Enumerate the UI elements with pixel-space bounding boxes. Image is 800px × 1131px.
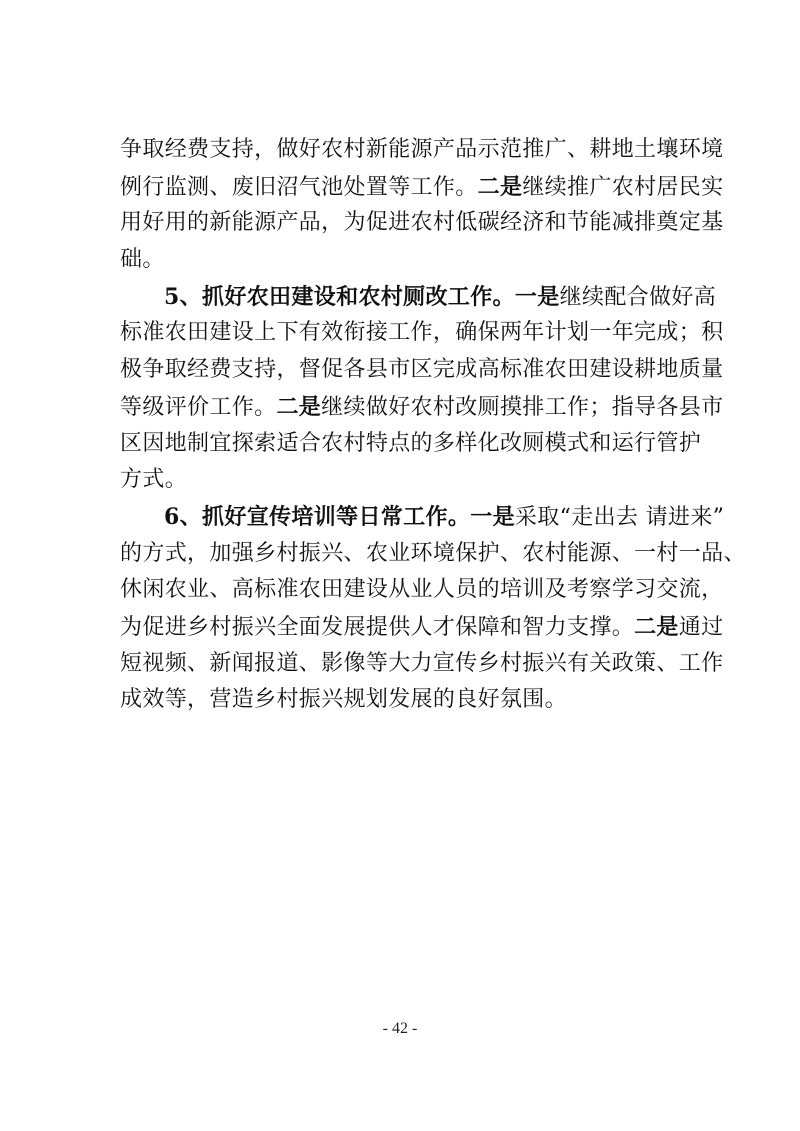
text-run: 标准农田建设上下有效衔接工作，确保两年计划一年完成；积 [120, 320, 724, 346]
text-run: 短视频、新闻报道、影像等大力宣传乡村振兴有关政策、工作 [120, 650, 724, 676]
text-run: 极争取经费支持，督促各县市区完成高标准农田建设耕地质量 [120, 357, 724, 383]
emphasis-label: 二是 [477, 173, 523, 200]
text-run: 采取“走出去 请进来” [514, 504, 725, 530]
page-number: - 42 - [382, 1020, 418, 1037]
text-run: 通过 [678, 614, 724, 640]
text-run: 为促进乡村振兴全面发展提供人才保障和智力支撑。 [120, 614, 635, 640]
text-run: 成效等，营造乡村振兴规划发展的良好氛围。 [120, 687, 568, 713]
emphasis-label: 一是 [514, 283, 560, 310]
text-line [120, 389, 724, 426]
text-run: 休闲农业、高标准农田建设从业人员的培训及考察学习交流， [120, 577, 724, 603]
text-line [120, 572, 724, 609]
text-line [120, 315, 724, 352]
text-run: 争取经费支持，做好农村新能源产品示范推广、耕地土壤环境 [120, 137, 724, 162]
text-line [120, 205, 724, 242]
emphasis-label: 一是 [470, 503, 515, 530]
emphasis-label: 二是 [634, 613, 679, 640]
text-run: 础。 [120, 247, 165, 273]
text-run: 等级评价工作。 [120, 394, 277, 420]
text-run: 继续配合做好高 [559, 284, 717, 310]
text-line [120, 352, 724, 389]
text-line [120, 646, 724, 683]
text-run: 方式。 [120, 467, 188, 493]
text-line [120, 609, 724, 646]
text-line [120, 426, 702, 463]
text-line [120, 242, 695, 279]
text-line [120, 682, 695, 719]
text-line [120, 499, 725, 536]
text-line [120, 132, 724, 169]
text-line [120, 169, 724, 206]
text-run: 继续推广农村居民实 [522, 174, 724, 200]
section-heading: 6、抓好宣传培训等日常工作。 [164, 503, 471, 530]
text-line [120, 279, 717, 316]
section-heading: 5、抓好农田建设和农村厕改工作。 [164, 283, 515, 310]
text-run: 例行监测、废旧沼气池处置等工作。 [120, 174, 478, 200]
text-run: 的方式，加强乡村振兴、农业环境保护、农村能源、一村一品、 [120, 540, 746, 566]
emphasis-label: 二是 [276, 393, 322, 420]
text-run: 用好用的新能源产品，为促进农村低碳经济和节能减排奠定基 [120, 210, 724, 236]
text-line [120, 462, 695, 499]
document-body [120, 132, 746, 719]
text-run: 区因地制宜探索适合农村特点的多样化改厕模式和运行管护 [120, 430, 702, 456]
text-line [120, 536, 746, 573]
text-run: 继续做好农村改厕摸排工作；指导各县市 [321, 394, 724, 420]
